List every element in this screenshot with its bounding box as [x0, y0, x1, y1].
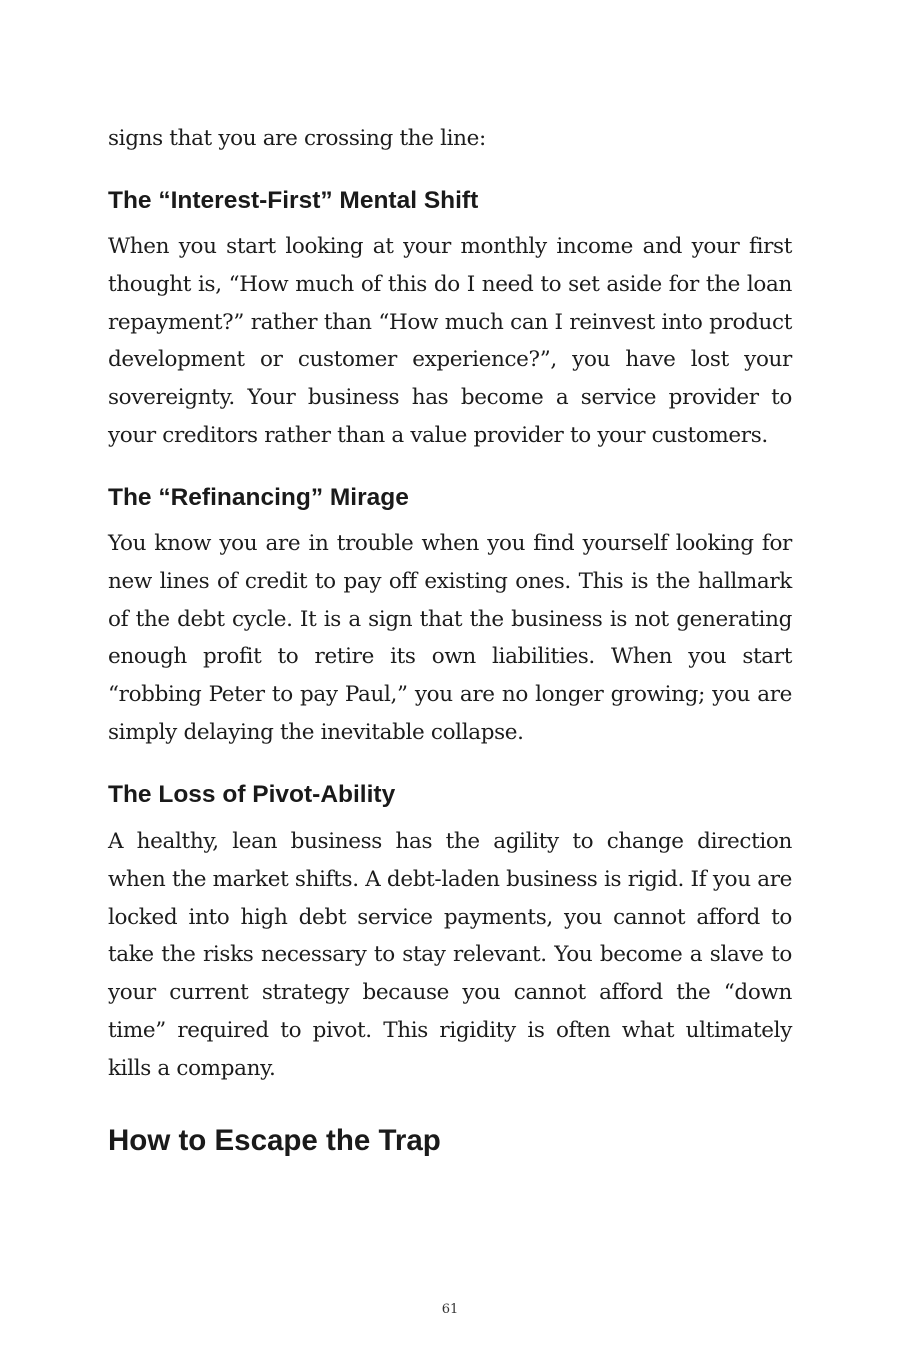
section-body-interest-first: When you start looking at your monthly income and your first thought is, “How much of this do I need to set aside for the loan repayment?” rather than “How much can I reinvest into product development or customer experience?”, you have lost your sovereignty. Your business has become a service provider to your creditors rather than a value provider to your customers.	[108, 234, 792, 448]
section-refinancing	[108, 525, 792, 752]
section-heading-interest-first: The “Interest-First” Mental Shift	[108, 187, 479, 214]
section-pivot-ability	[108, 823, 792, 1088]
section-body-refinancing: You know you are in trouble when you find yourself looking for new lines of credit to pay off existing ones. This is the hallmark of the debt cycle. It is a sign that the business is not generating enough profit to retire its own liabilities. When you start “robbing Peter to pay Paul,” you are no longer growing; you are simply delaying the inevitable collapse.	[108, 531, 792, 745]
page-number: 61	[441, 1302, 459, 1317]
chapter-heading: How to Escape the Trap	[108, 1124, 441, 1157]
section-heading-refinancing: The “Refinancing” Mirage	[108, 484, 409, 511]
intro-paragraph: signs that you are crossing the line:	[108, 126, 486, 151]
section-heading-pivot-ability: The Loss of Pivot-Ability	[108, 781, 396, 808]
section-body-pivot-ability: A healthy, lean business has the agility to change direction when the market shifts. A debt-laden business is rigid. If you are locked into high debt service payments, you cannot afford to take the risks necessary to stay relevant. You become a slave to your current strategy because you cannot afford the “down time” required to pivot. This rigidity is often what ultimately kills a company.	[108, 829, 792, 1081]
section-interest-first	[108, 228, 792, 455]
